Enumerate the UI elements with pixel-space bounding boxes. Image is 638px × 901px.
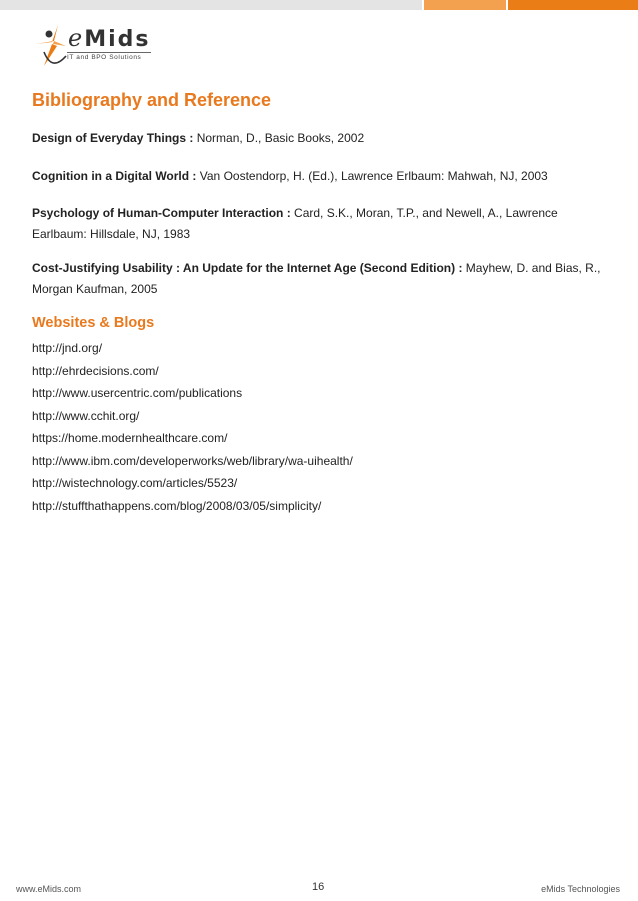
websites-heading: Websites & Blogs [32,315,155,331]
page-number: 16 [312,881,325,893]
logo-wordmark: eMids [68,24,151,52]
header-bar-grey-segment [0,0,422,10]
reference-title: Cognition in a Digital World : [32,169,197,183]
logo-tagline: IT and BPO Solutions [67,52,151,61]
reference-title: Design of Everyday Things : [32,131,194,145]
website-link[interactable]: http://ehrdecisions.com/ [32,363,159,378]
websites-list [32,339,353,519]
reference-details: Mayhew, D. and Bias, R., Morgan Kaufman, 2005 [32,261,601,296]
reference-item [32,203,610,245]
reference-title: Cost-Justifying Usability : An Update for the Internet Age (Second Edition) : [32,261,463,275]
reference-details: Van Oostendorp, H. (Ed.), Lawrence Erlbaum: Mahwah, NJ, 2003 [196,169,548,183]
website-link[interactable]: http://stuffthathappens.com/blog/2008/03/05/simplicity/ [32,498,322,513]
website-link[interactable]: https://home.modernhealthcare.com/ [32,431,228,445]
website-link[interactable]: http://www.ibm.com/developerworks/web/library/wa-uihealth/ [32,453,353,468]
website-link[interactable]: http://jnd.org/ [32,341,103,355]
header-bar-light-orange-segment [424,0,506,10]
header-bar-orange-segment [508,0,638,10]
website-link[interactable]: http://www.usercentric.com/publications [32,386,243,400]
reference-item [32,128,610,149]
header-color-bar [0,0,638,10]
footer-company: eMids Technologies [541,884,620,894]
emids-star-icon [30,22,70,72]
footer-website[interactable]: www.eMids.com [16,884,82,894]
reference-details: Norman, D., Basic Books, 2002 [193,131,365,145]
website-link[interactable]: http://www.cchit.org/ [32,408,140,423]
emids-logo [30,20,160,72]
reference-details: Card, S.K., Moran, T.P., and Newell, A., Lawrence Earlbaum: Hillsdale, NJ, 1983 [32,206,558,241]
reference-item [32,258,610,300]
website-link[interactable]: http://wistechnology.com/articles/5523/ [32,476,238,490]
reference-title: Psychology of Human-Computer Interaction : [32,206,291,220]
page-title: Bibliography and Reference [32,90,272,110]
reference-item [32,166,610,187]
